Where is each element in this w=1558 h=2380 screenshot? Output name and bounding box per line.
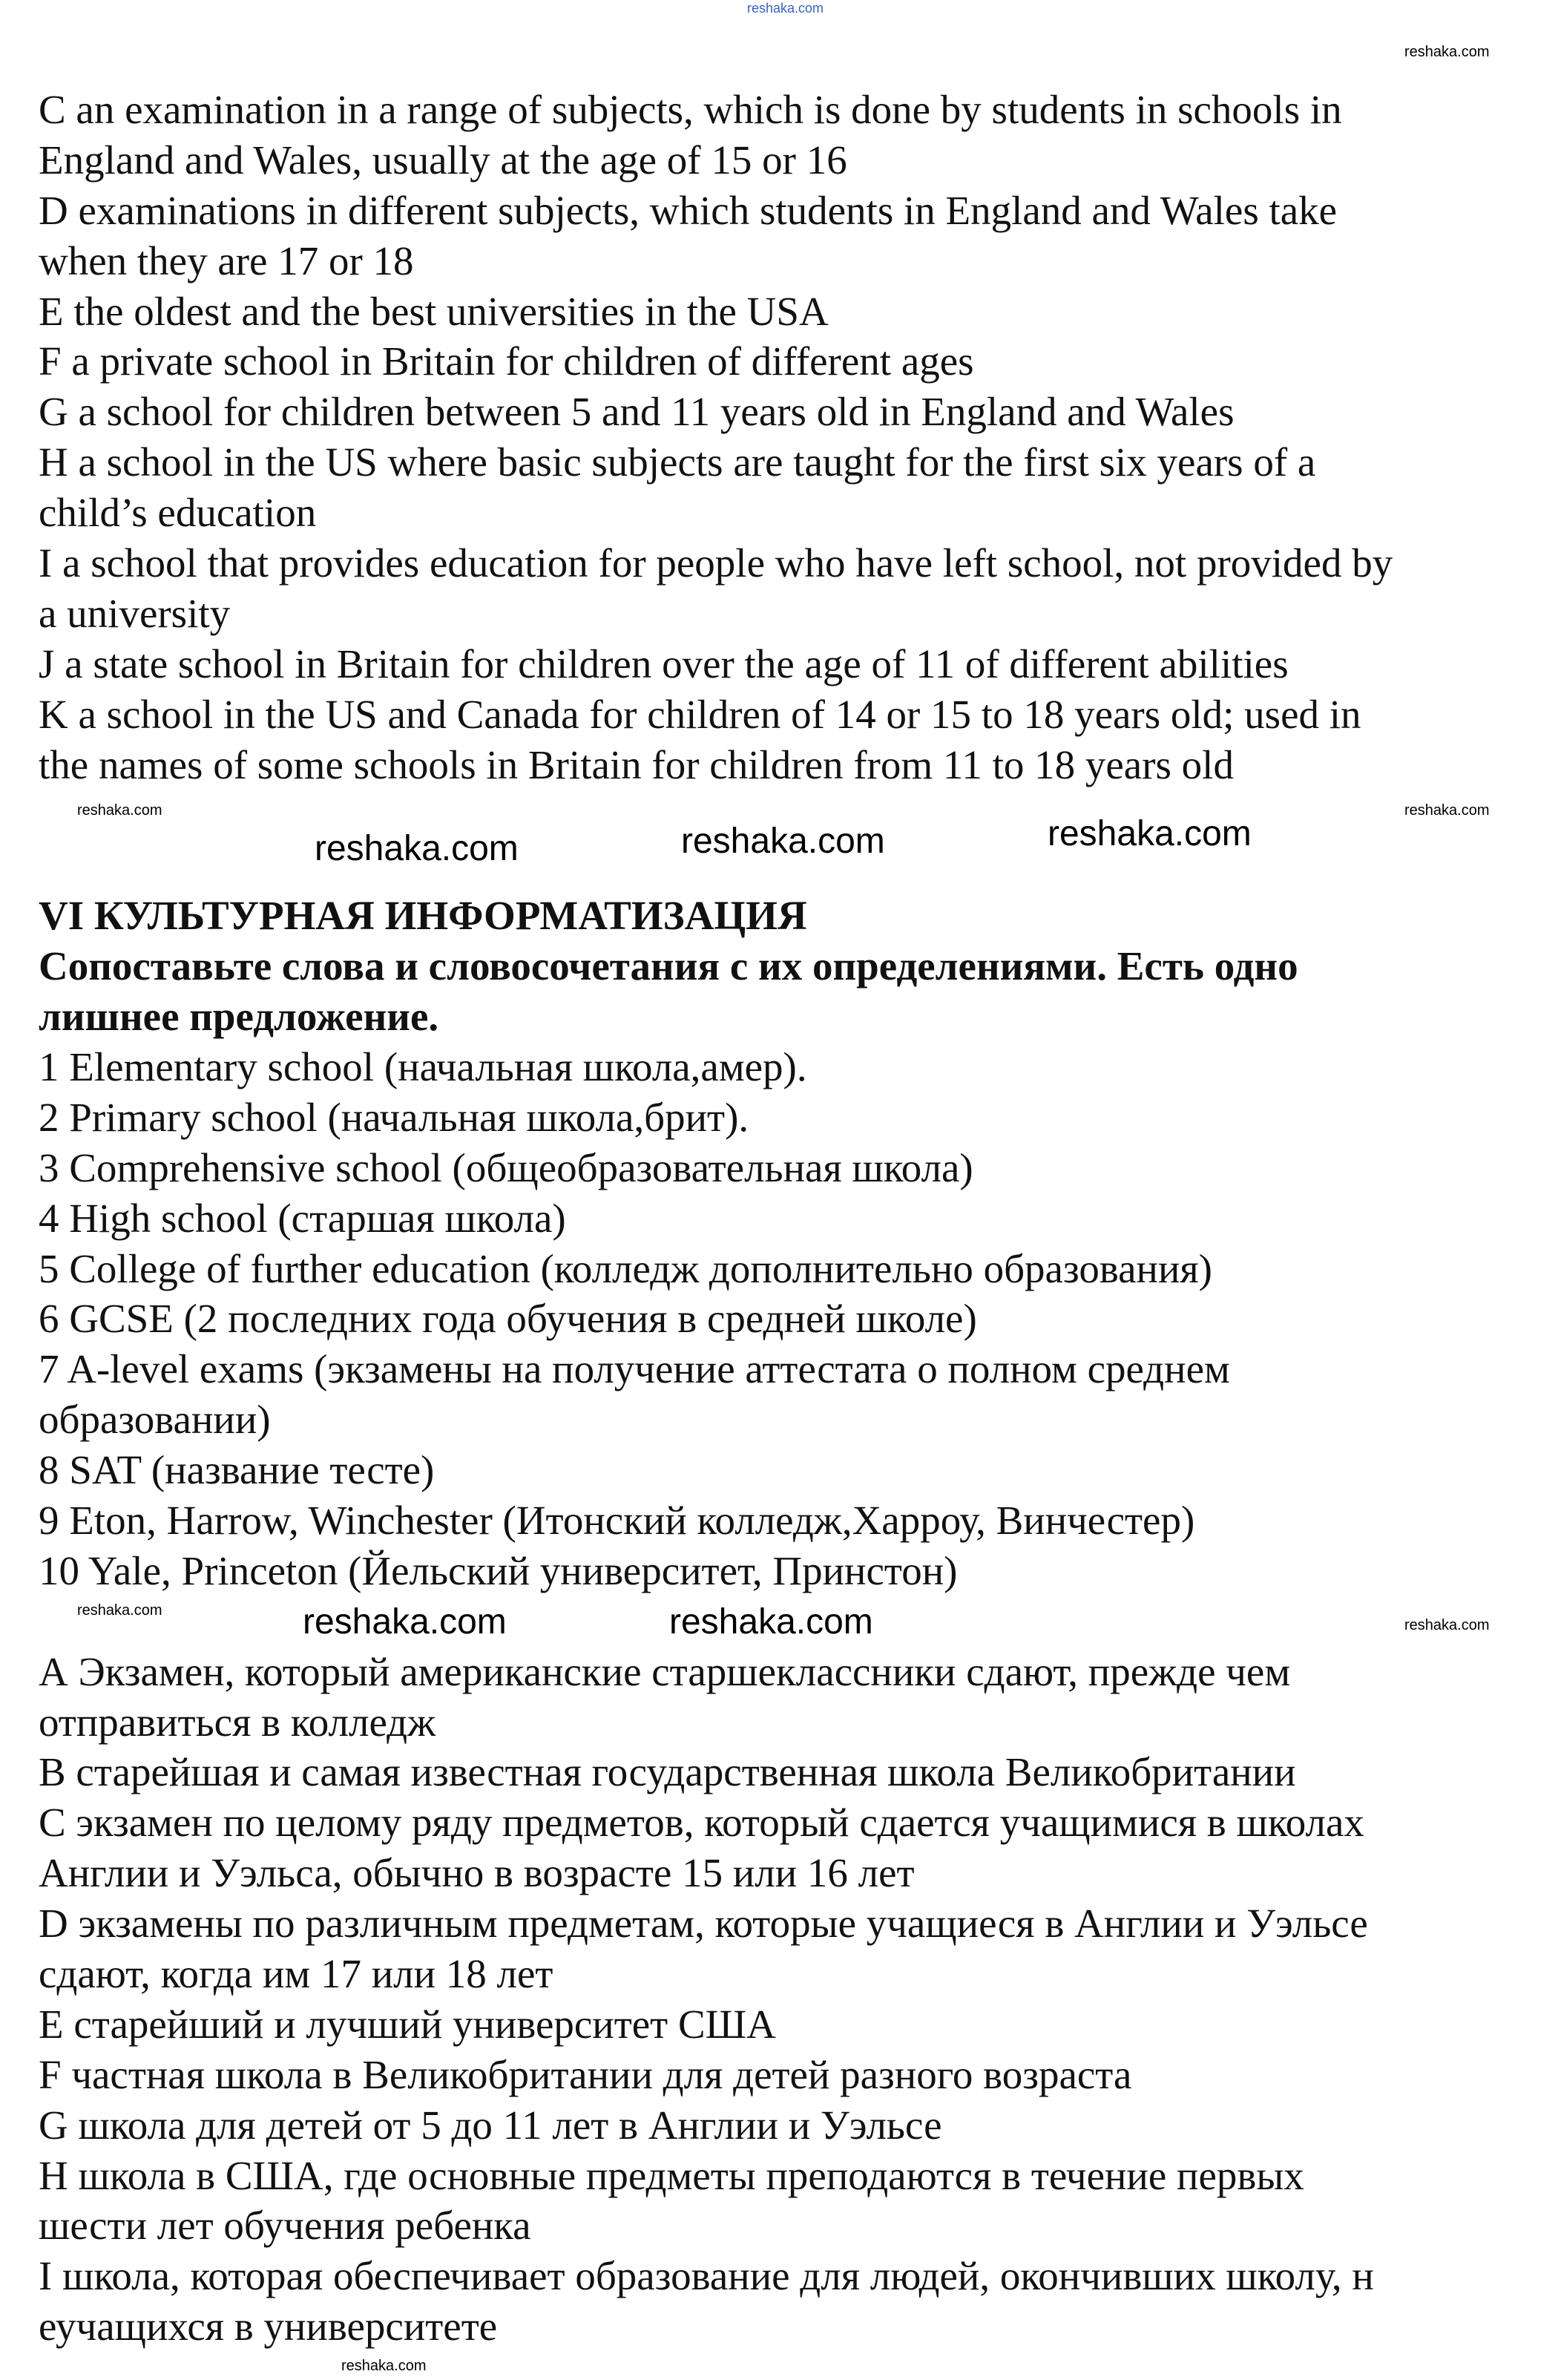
- english-definitions: [39, 85, 1552, 790]
- section-title: VI КУЛЬТУРНАЯ ИНФОРМАТИЗАЦИЯ: [39, 893, 807, 939]
- term-item: 7 A-level exams (экзамены на получение аттестата о полном среднем: [39, 1346, 1230, 1392]
- definition-line: D examinations in different subjects, which students in England and Wales take: [39, 187, 1338, 233]
- term-item: образовании): [39, 1397, 271, 1443]
- terms-list: [39, 1042, 1552, 1596]
- watermark: reshaka.com: [315, 829, 519, 868]
- definition-line: K a school in the US and Canada for children of 14 or 15 to 18 years old; used in: [39, 691, 1361, 737]
- definition-line: J a state school in Britain for children over the age of 11 of different abilities: [39, 640, 1289, 686]
- document-page: [39, 85, 1552, 2352]
- watermark: reshaka.com: [747, 1, 824, 16]
- definition-line: when they are 17 or 18: [39, 237, 414, 283]
- watermark: reshaka.com: [1404, 802, 1490, 819]
- definition-line: G школа для детей от 5 до 11 лет в Англии и Уэльсе: [39, 2102, 942, 2148]
- watermark: reshaka.com: [77, 1602, 162, 1619]
- definition-line: еучащихся в университете: [39, 2304, 498, 2350]
- watermark: reshaka.com: [341, 2358, 427, 2374]
- definition-line: H школа в США, где основные предметы преподаются в течение первых: [39, 2152, 1304, 2198]
- definition-line: I a school that provides education for people who have left school, not provided by: [39, 540, 1393, 586]
- term-item: 8 SAT (название тесте): [39, 1447, 435, 1493]
- watermark: reshaka.com: [1404, 44, 1490, 60]
- russian-definitions: [39, 1647, 1552, 2352]
- term-item: 3 Comprehensive school (общеобразовательная школа): [39, 1144, 973, 1190]
- term-item: 1 Elementary school (начальная школа,амер).: [39, 1043, 807, 1089]
- definition-line: А Экзамен, который американские старшеклассники сдают, прежде чем: [39, 1648, 1291, 1694]
- definition-line: a university: [39, 590, 231, 636]
- definition-line: шести лет обучения ребенка: [39, 2203, 531, 2249]
- definition-line: the names of some schools in Britain for children from 11 to 18 years old: [39, 741, 1234, 787]
- definition-line: B старейшая и самая известная государственная школа Великобритании: [39, 1749, 1296, 1795]
- watermark: reshaka.com: [77, 802, 162, 819]
- definition-line: F a private school in Britain for children of different ages: [39, 338, 974, 384]
- section-instruction: лишнее предложение.: [39, 994, 439, 1040]
- term-item: 4 High school (старшая школа): [39, 1195, 566, 1241]
- definition-line: отправиться в колледж: [39, 1699, 436, 1745]
- term-item: 5 College of further education (колледж дополнительно образования): [39, 1245, 1213, 1291]
- section-instruction: Сопоставьте слова и словосочетания с их определениями. Есть одно: [39, 943, 1298, 989]
- definition-line: I школа, которая обеспечивает образование для людей, окончивших школу, н: [39, 2253, 1374, 2299]
- definition-line: E старейший и лучший университет США: [39, 2001, 776, 2047]
- term-item: 6 GCSE (2 последних года обучения в средней школе): [39, 1296, 977, 1342]
- definition-line: C экзамен по целому ряду предметов, который сдается учащимися в школах: [39, 1800, 1364, 1846]
- watermark: reshaka.com: [1048, 814, 1252, 853]
- watermark: reshaka.com: [1404, 1617, 1490, 1633]
- definition-line: child’s education: [39, 490, 317, 536]
- watermark: reshaka.com: [669, 1602, 873, 1642]
- definition-line: D экзамены по различным предметам, которые учащиеся в Англии и Уэльсе: [39, 1901, 1368, 1947]
- term-item: 10 Yale, Princeton (Йельский университет, Принстон): [39, 1547, 958, 1593]
- definition-line: G a school for children between 5 and 11 years old in England and Wales: [39, 389, 1235, 435]
- definition-line: сдают, когда им 17 или 18 лет: [39, 1950, 553, 1996]
- definition-line: C an examination in a range of subjects, which is done by students in schools in: [39, 87, 1342, 132]
- term-item: 9 Eton, Harrow, Winchester (Итонский колледж,Харроу, Винчестер): [39, 1497, 1195, 1543]
- definition-line: England and Wales, usually at the age of 15 or 16: [39, 137, 847, 183]
- definition-line: E the oldest and the best universities in the USA: [39, 288, 829, 334]
- definition-line: Англии и Уэльса, обычно в возрасте 15 или 16 лет: [39, 1850, 915, 1896]
- watermark: reshaka.com: [303, 1602, 507, 1642]
- definition-line: H a school in the US where basic subjects are taught for the first six years of a: [39, 439, 1316, 485]
- definition-line: F частная школа в Великобритании для детей разного возраста: [39, 2051, 1132, 2097]
- term-item: 2 Primary school (начальная школа,брит).: [39, 1094, 749, 1140]
- watermark: reshaka.com: [681, 822, 885, 861]
